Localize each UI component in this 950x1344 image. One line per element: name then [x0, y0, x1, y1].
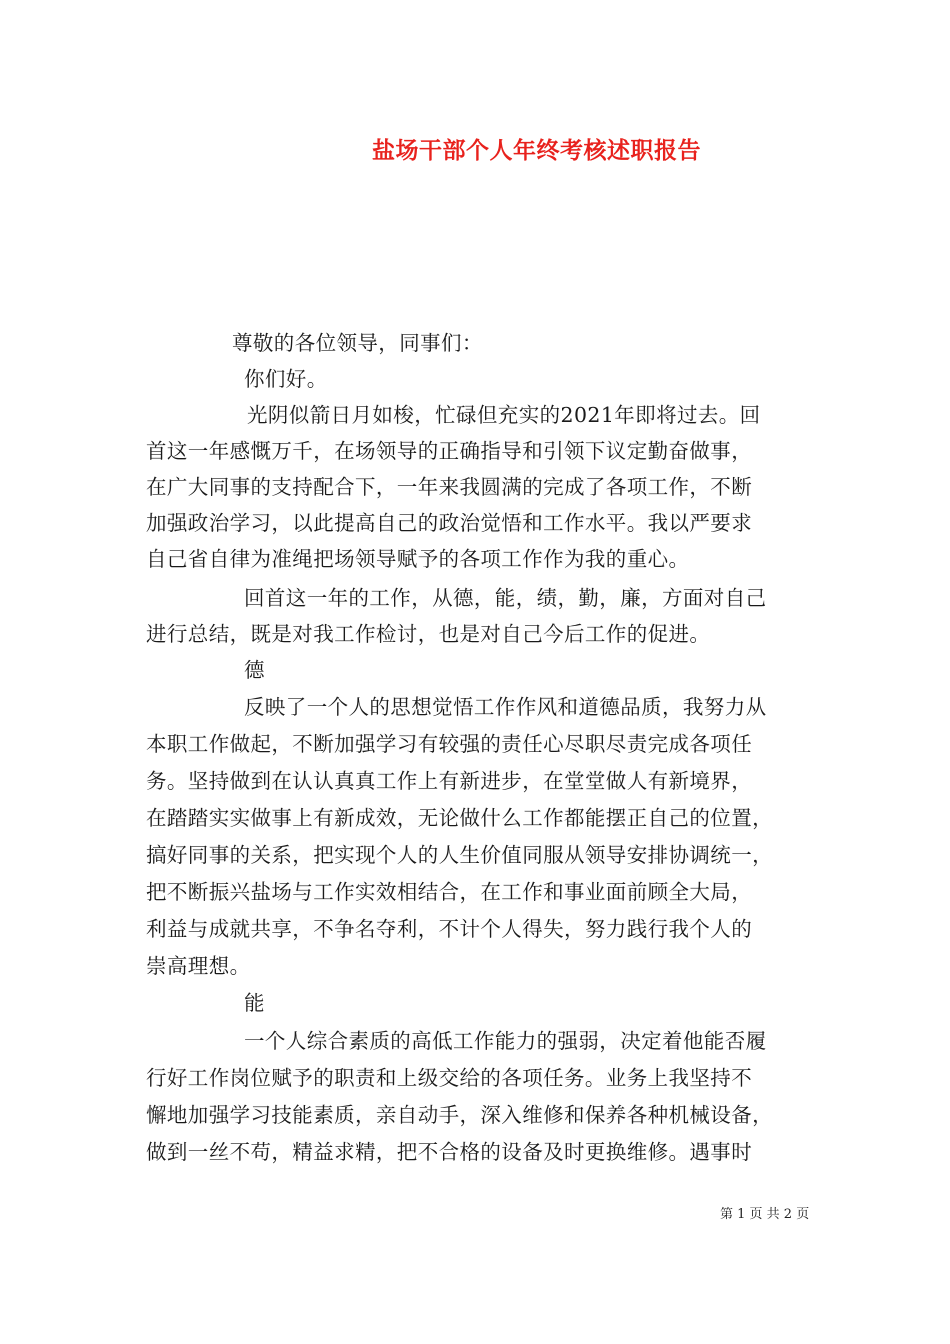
- para1-line-5: 自己省自律为准绳把场领导赋予的各项工作作为我的重心。: [146, 547, 690, 571]
- para-de-line-7: 利益与成就共享，不争名夺利，不计个人得失，努力践行我个人的: [146, 917, 753, 941]
- para-neng-line-4: 做到一丝不苟，精益求精，把不合格的设备及时更换维修。遇事时: [146, 1140, 753, 1164]
- para-neng-line-2: 行好工作岗位赋予的职责和上级交给的各项任务。业务上我坚持不: [146, 1066, 753, 1090]
- para-de-line-8: 崇高理想。: [146, 954, 251, 978]
- para-de-line-3: 务。坚持做到在认认真真工作上有新进步，在堂堂做人有新境界，: [146, 769, 753, 793]
- para-de-line-1: 反映了一个人的思想觉悟工作作风和道德品质，我努力从: [244, 695, 767, 719]
- para-de-line-2: 本职工作做起，不断加强学习有较强的责任心尽职尽责完成各项任: [146, 732, 753, 756]
- para-neng-line-3: 懈地加强学习技能素质，亲自动手，深入维修和保养各种机械设备，: [146, 1103, 773, 1127]
- para-neng-line-1: 一个人综合素质的高低工作能力的强弱，决定着他能否履: [244, 1029, 767, 1053]
- para1-line-1: 光阴似箭日月如梭，忙碌但充实的2021年即将过去。回: [247, 403, 761, 427]
- para2-line-2: 进行总结，既是对我工作检讨，也是对自己今后工作的促进。: [146, 622, 711, 646]
- page-number-footer: 第 1 页 共 2 页: [720, 1207, 810, 1222]
- document-title: 盐场干部个人年终考核述职报告: [372, 137, 701, 164]
- para1-line-3: 在广大同事的支持配合下，一年来我圆满的完成了各项工作，不断: [146, 475, 753, 499]
- para-de-line-4: 在踏踏实实做事上有新成效，无论做什么工作都能摆正自己的位置，: [146, 806, 773, 830]
- para2-line-1: 回首这一年的工作，从德，能，绩，勤，廉，方面对自己: [244, 586, 767, 610]
- para-de-line-6: 把不断振兴盐场与工作实效相结合，在工作和事业面前顾全大局，: [146, 880, 753, 904]
- para1-line-2: 首这一年感慨万千，在场领导的正确指导和引领下议定勤奋做事，: [146, 439, 753, 463]
- para-de-line-5: 搞好同事的关系，把实现个人的人生价值同服从领导安排协调统一，: [146, 843, 773, 867]
- hello-line: 你们好。: [244, 367, 328, 391]
- greeting: 尊敬的各位领导，同事们：: [232, 331, 483, 355]
- section-heading-de: 德: [244, 658, 265, 682]
- para1-line-4: 加强政治学习，以此提高自己的政治觉悟和工作水平。我以严要求: [146, 511, 753, 535]
- section-heading-neng: 能: [244, 991, 265, 1015]
